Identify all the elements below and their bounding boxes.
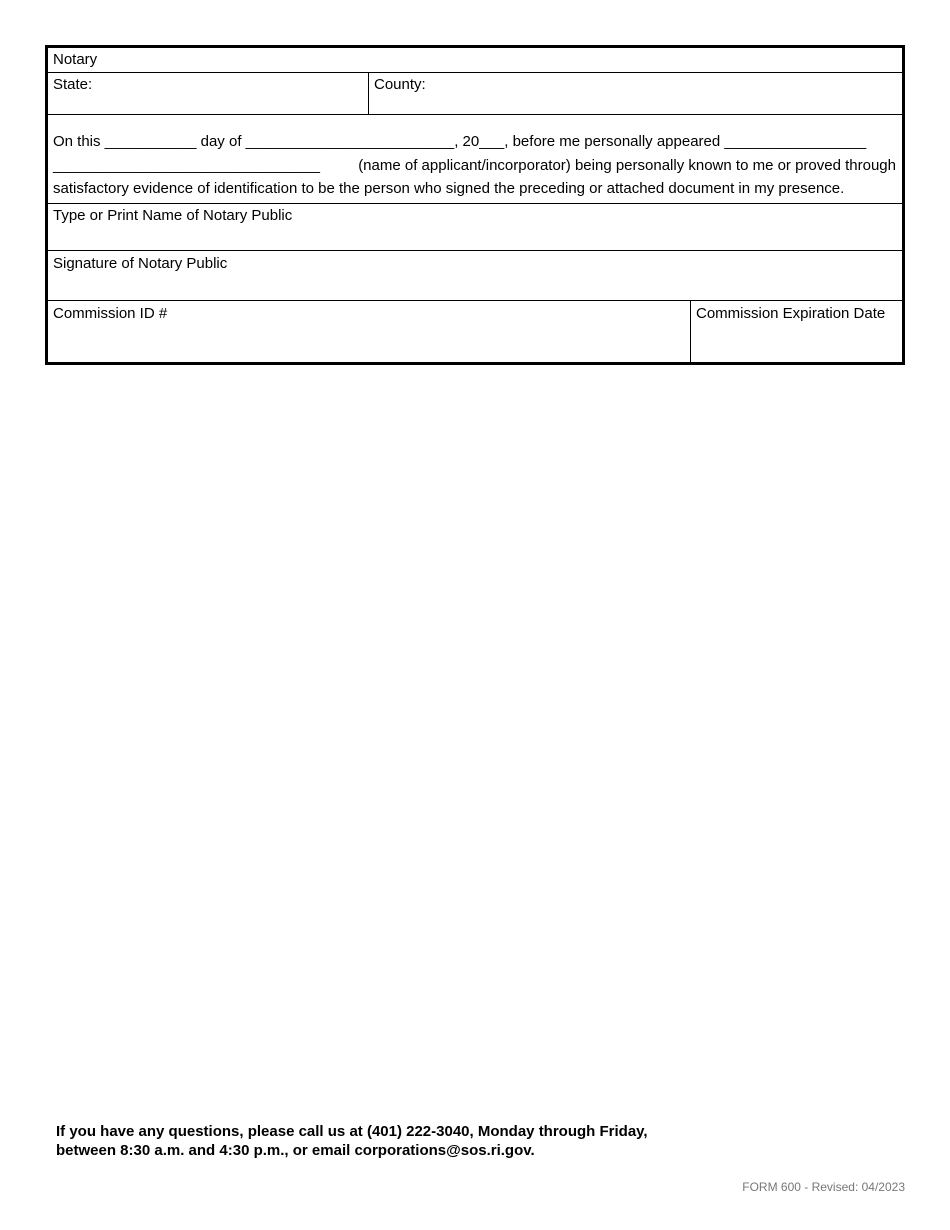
contact-line-1: If you have any questions, please call us at (401) 222-3040, Monday through Friday,	[56, 1123, 648, 1140]
notary-section	[45, 45, 905, 365]
notary-title-row	[48, 48, 902, 73]
signature-label: Signature of Notary Public	[53, 255, 228, 272]
acknowledgment-statement	[48, 115, 902, 204]
state-label: State:	[53, 76, 93, 93]
applicant-name-blank[interactable]: ________________________________	[53, 156, 320, 174]
commission-id-label: Commission ID #	[53, 305, 168, 322]
state-county-row	[48, 73, 902, 115]
print-name-label: Type or Print Name of Notary Public	[53, 207, 293, 224]
contact-line-2: between 8:30 a.m. and 4:30 p.m., or email corporations@sos.ri.gov.	[56, 1142, 535, 1159]
state-field[interactable]	[48, 73, 369, 114]
signature-field[interactable]	[48, 251, 902, 301]
notary-title: Notary	[53, 51, 98, 68]
statement-line-2-text: (name of applicant/incorporator) being personally known to me or proved through	[358, 156, 896, 174]
commission-row	[48, 301, 902, 362]
commission-expiration-field[interactable]	[691, 301, 902, 362]
commission-expiration-label: Commission Expiration Date	[696, 305, 886, 322]
statement-line-3: satisfactory evidence of identification to be the person who signed the preceding or attached document in my presence.	[53, 180, 845, 197]
form-revision: FORM 600 - Revised: 04/2023	[742, 1180, 905, 1194]
commission-id-field[interactable]	[48, 301, 691, 362]
statement-line-1: On this ___________ day of _________________________, 20___, before me personally appeared _________________	[53, 133, 867, 150]
contact-info	[56, 1122, 756, 1160]
statement-line-2	[53, 154, 896, 178]
print-name-field[interactable]	[48, 204, 902, 251]
county-field[interactable]	[369, 73, 902, 114]
county-label: County:	[374, 76, 426, 93]
